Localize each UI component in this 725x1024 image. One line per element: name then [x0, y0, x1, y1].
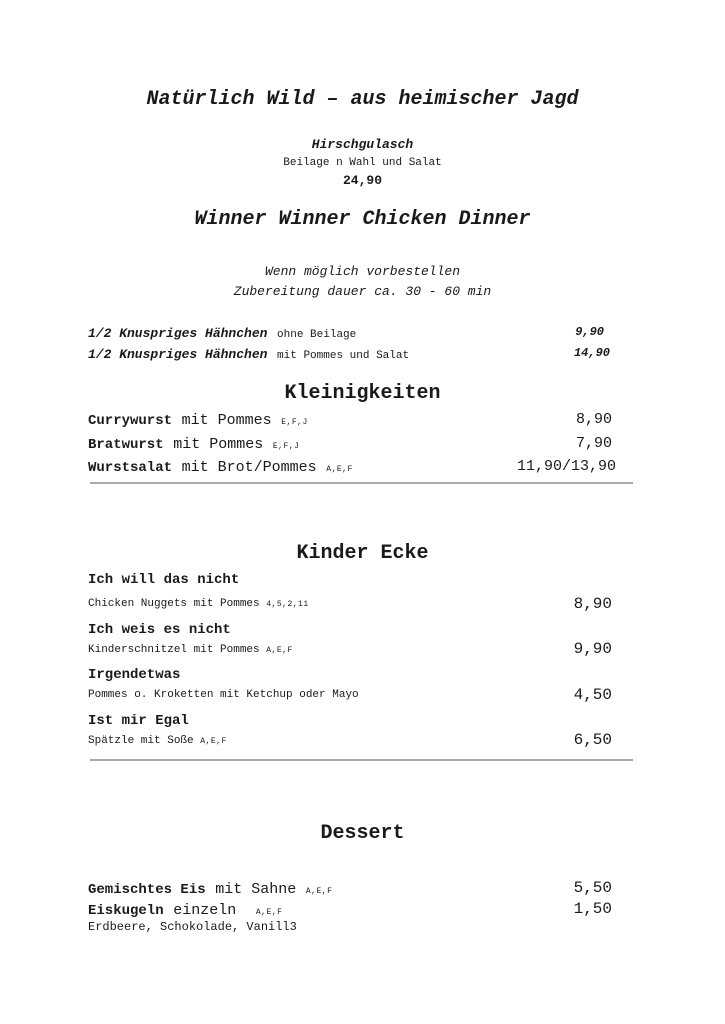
wild-dish-name: Hirschgulasch — [311, 137, 414, 152]
kinder-item-desc-text: Chicken Nuggets mit Pommes — [88, 598, 260, 610]
menu-item — [88, 435, 299, 453]
wild-section-title: Natürlich Wild – aus heimischer Jagd — [146, 88, 579, 111]
dessert-section-title: Dessert — [320, 822, 405, 845]
dessert-item — [88, 880, 332, 898]
chicken-item-name — [88, 345, 409, 363]
chicken-item-title: 1/2 Knuspriges Hähnchen — [88, 347, 268, 362]
chicken-item-name — [88, 324, 356, 342]
menu-item-price: 7,90 — [575, 435, 612, 452]
kinder-item-name: Ist mir Egal — [88, 713, 189, 729]
wild-dish-price: 24,90 — [342, 173, 382, 188]
menu-item-allergens: A,E,F — [326, 465, 353, 474]
dessert-item-name: Eiskugeln — [88, 903, 164, 919]
kinder-item-desc-text: Kinderschnitzel mit Pommes — [88, 644, 260, 656]
kinder-item-desc — [88, 598, 309, 610]
kinder-item-desc — [88, 735, 227, 747]
kinder-item-desc — [88, 644, 293, 656]
kinder-item-name: Ich weis es nicht — [88, 622, 231, 638]
dessert-item-price: 5,50 — [573, 879, 612, 897]
chicken-item-price: 9,90 — [575, 325, 604, 339]
dessert-item — [88, 901, 282, 919]
chicken-item-desc: mit Pommes und Salat — [277, 350, 410, 362]
menu-item — [88, 458, 353, 476]
menu-item-desc: mit Brot/Pommes — [181, 459, 317, 476]
dessert-item-desc: mit Sahne — [215, 881, 297, 898]
menu-item-price: 8,90 — [575, 411, 612, 428]
menu-item-name: Wurstsalat — [88, 460, 173, 476]
section-divider — [90, 482, 633, 484]
kinder-item-price: 9,90 — [573, 640, 612, 658]
kinder-item-name: Irgendetwas — [88, 667, 181, 683]
menu-item-allergens: E,F,J — [281, 418, 308, 427]
kinder-section-title: Kinder Ecke — [296, 542, 429, 565]
chicken-note-preorder: Wenn möglich vorbestellen — [264, 264, 461, 279]
kinder-item-price: 8,90 — [573, 595, 612, 613]
menu-item-name: Bratwurst — [88, 437, 164, 453]
dessert-item-price: 1,50 — [573, 900, 612, 918]
menu-item-price: 11,90/13,90 — [516, 458, 616, 475]
kinder-item-desc — [88, 689, 359, 701]
kinder-item-name: Ich will das nicht — [88, 572, 240, 588]
kinder-item-desc-text: Spätzle mit Soße — [88, 735, 194, 747]
wild-dish-desc: Beilage n Wahl und Salat — [283, 157, 442, 169]
menu-item-desc: mit Pommes — [181, 412, 272, 429]
section-divider — [90, 759, 633, 761]
chicken-item-price: 14,90 — [573, 346, 610, 360]
dessert-item-desc: einzeln — [173, 902, 237, 919]
kleinigkeiten-section-title: Kleinigkeiten — [284, 382, 441, 405]
dessert-item-allergens: A,E,F — [305, 887, 333, 896]
chicken-section-title: Winner Winner Chicken Dinner — [194, 208, 531, 231]
dessert-item-name: Gemischtes Eis — [88, 882, 206, 898]
menu-item-allergens: E,F,J — [272, 442, 300, 451]
chicken-note-preparation: Zubereitung dauer ca. 30 - 60 min — [233, 284, 492, 299]
chicken-item-title: 1/2 Knuspriges Hähnchen — [88, 326, 268, 341]
menu-item-name: Currywurst — [88, 413, 173, 429]
kinder-item-price: 6,50 — [573, 731, 612, 749]
menu-item-desc: mit Pommes — [173, 436, 264, 453]
menu-item — [88, 411, 308, 429]
kinder-item-allergens: A,E,F — [200, 737, 227, 746]
kinder-item-allergens: A,E,F — [266, 646, 293, 655]
chicken-item-desc: ohne Beilage — [277, 329, 357, 341]
dessert-flavors: Erdbeere, Schokolade, Vanill3 — [88, 920, 297, 934]
dessert-item-allergens: A,E,F — [255, 908, 283, 917]
kinder-item-desc-text: Pommes o. Kroketten mit Ketchup oder Mayo — [88, 689, 359, 701]
kinder-item-price: 4,50 — [573, 686, 612, 704]
kinder-item-allergens: 4,5,2,11 — [266, 600, 309, 609]
